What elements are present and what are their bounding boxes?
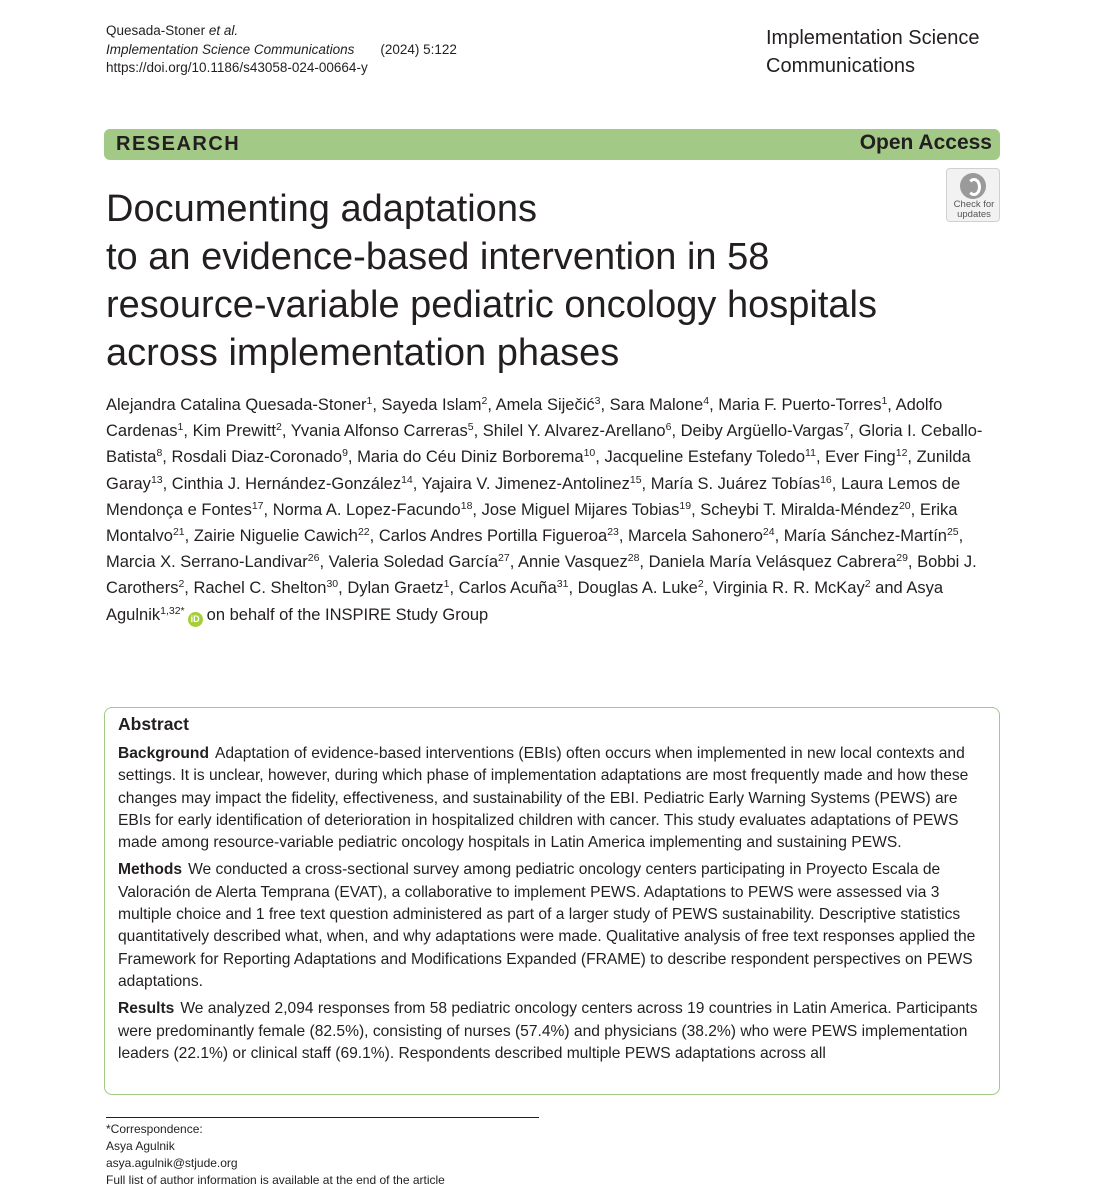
header-volume: (2024) 5:122 — [380, 41, 457, 57]
author-name: Kim Prewitt — [192, 422, 276, 441]
author-name: Ever Fing — [825, 448, 896, 467]
author-name: Dylan Graetz — [347, 579, 444, 598]
author-name: María S. Juárez Tobías — [650, 474, 821, 493]
author-affiliation: 26 — [307, 552, 320, 565]
author-name: Deiby Argüello-Vargas — [680, 422, 844, 441]
study-group-suffix: on behalf of the INSPIRE Study Group — [206, 605, 489, 624]
author-name: Adolfo Cardenas — [106, 396, 943, 441]
author-name: Maria do Céu Diniz Borborema — [357, 448, 584, 467]
orcid-icon[interactable]: iD — [188, 612, 203, 627]
abstract-section-results — [118, 998, 988, 1065]
author-name: María Sánchez-Martín — [783, 527, 947, 546]
author-name: Sara Malone — [609, 396, 704, 414]
journal-logo-line1: Implementation Science — [766, 27, 980, 49]
author-name: Valeria Soledad García — [328, 553, 498, 572]
running-header — [106, 22, 457, 78]
author-name: Asya Agulnik — [106, 579, 944, 624]
author-affiliation: 9 — [342, 447, 348, 460]
author-name: Bobbi J. Carothers — [106, 553, 977, 598]
author-affiliation: 24 — [762, 526, 775, 539]
author-affiliation: 2 — [276, 421, 282, 434]
article-type-band — [104, 129, 1000, 160]
author-affiliation: 19 — [679, 499, 692, 512]
author-name: Cinthia J. Hernández-González — [171, 474, 402, 493]
article-title — [106, 185, 986, 377]
author-affiliation: 1 — [366, 395, 373, 407]
author-affiliation: 18 — [460, 499, 473, 512]
author-affiliation: 29 — [896, 552, 908, 565]
author-name: Maria F. Puerto-Torres — [718, 396, 882, 414]
section-head: Methods — [118, 861, 183, 879]
badge-line1: Check for — [953, 199, 995, 210]
correspondence-name: Asya Agulnik — [106, 1139, 175, 1153]
author-affiliation: 6 — [665, 421, 672, 434]
author-list: Alejandra Catalina Quesada-Stoner$^1$, Sayeda Islam$^2$, Amela Siječić$^3$, Sara Malone$^4$, Maria F. Puerto-Torres$^1$, Adolfo Cardenas$^1$, Kim Prewitt$^2$, Yvania Alfonso Carreras$^5$, Shilel Y. Alvarez-Arellano$^6$, Deiby Argüello-Vargas$^7$, Gloria I. Ceballo-Batista$^8$, Rosdali Diaz-Coronado$^9$, Maria do Céu Diniz Borborema$^{10}$, Jacqueline Estefany Toledo$^{11}$, Ever Fing$^{12}$, Zunilda Garay$^{13}$, Cinthia J. Hernández-González$^{14}$, Yajaira V. Jimenez-Antolinez$^{15}$, María S. Juárez Tobías$^{16}$, Laura Lemos de Mendonça e Fontes$^{17}$, Norma A. Lopez-Facundo$^{18}$, Jose Miguel Mijares Tobias$^{19}$, Scheybi T. Miralda-Méndez$^{20}$, Erika Montalvo$^{21}$, Zairie Niguelie Cawich$^{22}$, Carlos Andres Portilla Figueroa$^{23}$, Marcela Sahonero$^{24}$, María Sánchez-Martín$^{25}$, Marcia X. Serrano-Landivar$^{26}$, Valeria Soledad García$^{27}$, Annie Vasquez$^{28}$, Daniela María Velásquez Cabrera$^{29}$, Bobbi J. Carothers$^2$, Rachel C. Shelton$^{30}$, Dylan Graetz$^1$, Carlos Acuña$^{31}$, Douglas A. Luke$^2$, Virginia R. R. McKay$^2$ and Asya Agulnik$^{1,32*}$iD on behalf of the INSPIRE Study Group — [106, 392, 1006, 628]
author-affiliation: 23 — [607, 526, 619, 539]
author-name: Amela Siječić — [495, 396, 595, 414]
title-line: Documenting adaptations — [106, 188, 537, 230]
author-name: Yvania Alfonso Carreras — [290, 422, 468, 441]
author-name: Douglas A. Luke — [577, 579, 698, 598]
footnote-rule — [106, 1117, 539, 1118]
author-name: Scheybi T. Miralda-Méndez — [700, 500, 899, 519]
author-name: Yajaira V. Jimenez-Antolinez — [421, 474, 630, 493]
author-name: Alejandra Catalina Quesada-Stoner — [106, 396, 367, 414]
author-name: Annie Vasquez — [517, 553, 628, 572]
journal-logo-line2: Communications — [766, 55, 915, 72]
author-affiliation: 28 — [627, 552, 640, 565]
journal-logo — [766, 24, 979, 72]
author-name: Rosdali Diaz-Coronado — [171, 448, 343, 467]
header-et-al: et al. — [208, 23, 239, 38]
article-type-label: RESEARCH — [116, 133, 241, 155]
author-affiliation: 2 — [481, 395, 488, 407]
abstract-section-methods — [118, 859, 988, 993]
author-name: Jacqueline Estefany Toledo — [604, 448, 806, 467]
section-text: We conducted a cross-sectional survey among pediatric oncology centers participating in Proyecto Escala de Valoración de Alerta Temprana (EVAT), a collaborative to implement PEWS. Adaptations to PEWS were assessed via 3 multiple choice and 1 free text question administered as part of a larger study of PEWS sustainability. Descriptive statistics quantitatively described what, when, and why adaptations were made. Qualitative analysis of free text responses applied the Framework for Reporting Adaptations and Modifications Expanded (FRAME) to describe respondent perspectives on PEWS adaptations. — [118, 861, 976, 990]
correspondence-label: *Correspondence: — [106, 1122, 203, 1136]
author-affiliation: 25 — [946, 526, 959, 539]
author-name: Gloria I. Ceballo-Batista — [106, 422, 983, 467]
author-affiliation: 10 — [583, 447, 596, 460]
author-affiliation: 2 — [864, 578, 871, 591]
author-affiliation: 1 — [881, 395, 888, 407]
author-name: Virginia R. R. McKay — [712, 579, 865, 598]
header-author: Quesada-Stoner — [106, 23, 206, 38]
section-head: Background — [118, 745, 209, 762]
abstract-heading: Abstract — [118, 714, 189, 734]
author-name: Shilel Y. Alvarez-Arellano — [482, 422, 666, 441]
header-journal: Implementation Science Communications — [106, 41, 355, 57]
author-affiliation: 8 — [156, 447, 163, 460]
abstract-box — [104, 707, 1000, 1095]
author-affiliation: 30 — [326, 578, 339, 591]
author-affiliation: 5 — [467, 421, 474, 434]
title-line: to an evidence-based intervention in 58 — [106, 236, 770, 278]
author-affiliation: 11 — [805, 447, 816, 460]
author-info-note: Full list of author information is available at the end of the article — [106, 1173, 445, 1187]
author-affiliation: 22 — [357, 526, 370, 539]
author-affiliation: 3 — [594, 395, 601, 407]
correspondence-email[interactable]: asya.agulnik@stjude.org — [106, 1156, 238, 1170]
badge-line2: updates — [957, 209, 991, 220]
author-affiliation: 1 — [443, 578, 450, 591]
correspondence-footnote — [106, 1121, 445, 1189]
author-name: Marcela Sahonero — [628, 527, 763, 546]
abstract-section-background — [118, 743, 988, 854]
author-name: Carlos Acuña — [458, 579, 557, 598]
author-affiliation: 1,32* — [160, 604, 185, 617]
title-line: across implementation phases — [106, 332, 620, 374]
author-name: Sayeda Islam — [381, 396, 482, 414]
section-text: We analyzed 2,094 responses from 58 pediatric oncology centers across 19 countries in Latin America. Participants were predominantly female (82.5%), consisting of nurses (57.4%) and physicians (38.2%) who were PEWS implementation leaders (22.1%) or clinical staff (69.1%). Respondents described multiple PEWS adaptations across all — [118, 1000, 978, 1062]
author-affiliation: 21 — [172, 526, 185, 539]
author-name: Daniela María Velásquez Cabrera — [648, 553, 897, 572]
author-name: Erika Montalvo — [106, 500, 958, 546]
author-affiliation: 7 — [843, 421, 850, 434]
author-affiliation: 2 — [178, 578, 185, 591]
author-affiliation: 16 — [820, 473, 832, 486]
author-affiliation: 4 — [703, 395, 710, 407]
section-head: Results — [118, 1000, 175, 1018]
author-affiliation: 14 — [401, 473, 413, 486]
author-affiliation: 27 — [498, 552, 510, 565]
author-affiliation: 31 — [556, 578, 569, 591]
section-text: Adaptation of evidence-based interventions (EBIs) often occurs when implemented in new local contexts and settings. It is unclear, however, during which phase of implementation adaptations are most frequently made and how these changes may impact the fidelity, effectiveness, and sustainability of the EBI. Pediatric Early Warning Systems (PEWS) are EBIs for early identification of deterioration in hospitalized children with cancer. This study evaluates adaptations of PEWS made among resource-variable pediatric oncology hospitals in Latin America implementing and sustaining PEWS. — [118, 745, 969, 852]
author-affiliation: 1 — [177, 421, 184, 434]
author-affiliation: 17 — [251, 499, 264, 512]
author-name: Zairie Niguelie Cawich — [193, 527, 358, 546]
abstract-body — [118, 743, 988, 1070]
author-affiliation: 20 — [898, 499, 911, 512]
author-affiliation: 15 — [629, 473, 642, 486]
title-line: resource-variable pediatric oncology hospitals — [106, 284, 877, 326]
author-affiliation: 13 — [150, 473, 163, 486]
author-name: Rachel C. Shelton — [193, 579, 327, 598]
header-doi[interactable]: https://doi.org/10.1186/s43058-024-00664-y — [106, 60, 368, 75]
author-name: Norma A. Lopez-Facundo — [272, 500, 461, 519]
author-name: Carlos Andres Portilla Figueroa — [378, 527, 608, 546]
author-name: Jose Miguel Mijares Tobias — [481, 500, 680, 519]
author-name: Zunilda Garay — [106, 448, 971, 493]
author-name: Marcia X. Serrano-Landivar — [106, 553, 308, 572]
author-affiliation: 12 — [895, 447, 908, 460]
author-name: Laura Lemos de Mendonça e Fontes — [106, 474, 961, 519]
open-access-label: Open Access — [859, 131, 992, 154]
author-affiliation: 2 — [697, 578, 704, 591]
